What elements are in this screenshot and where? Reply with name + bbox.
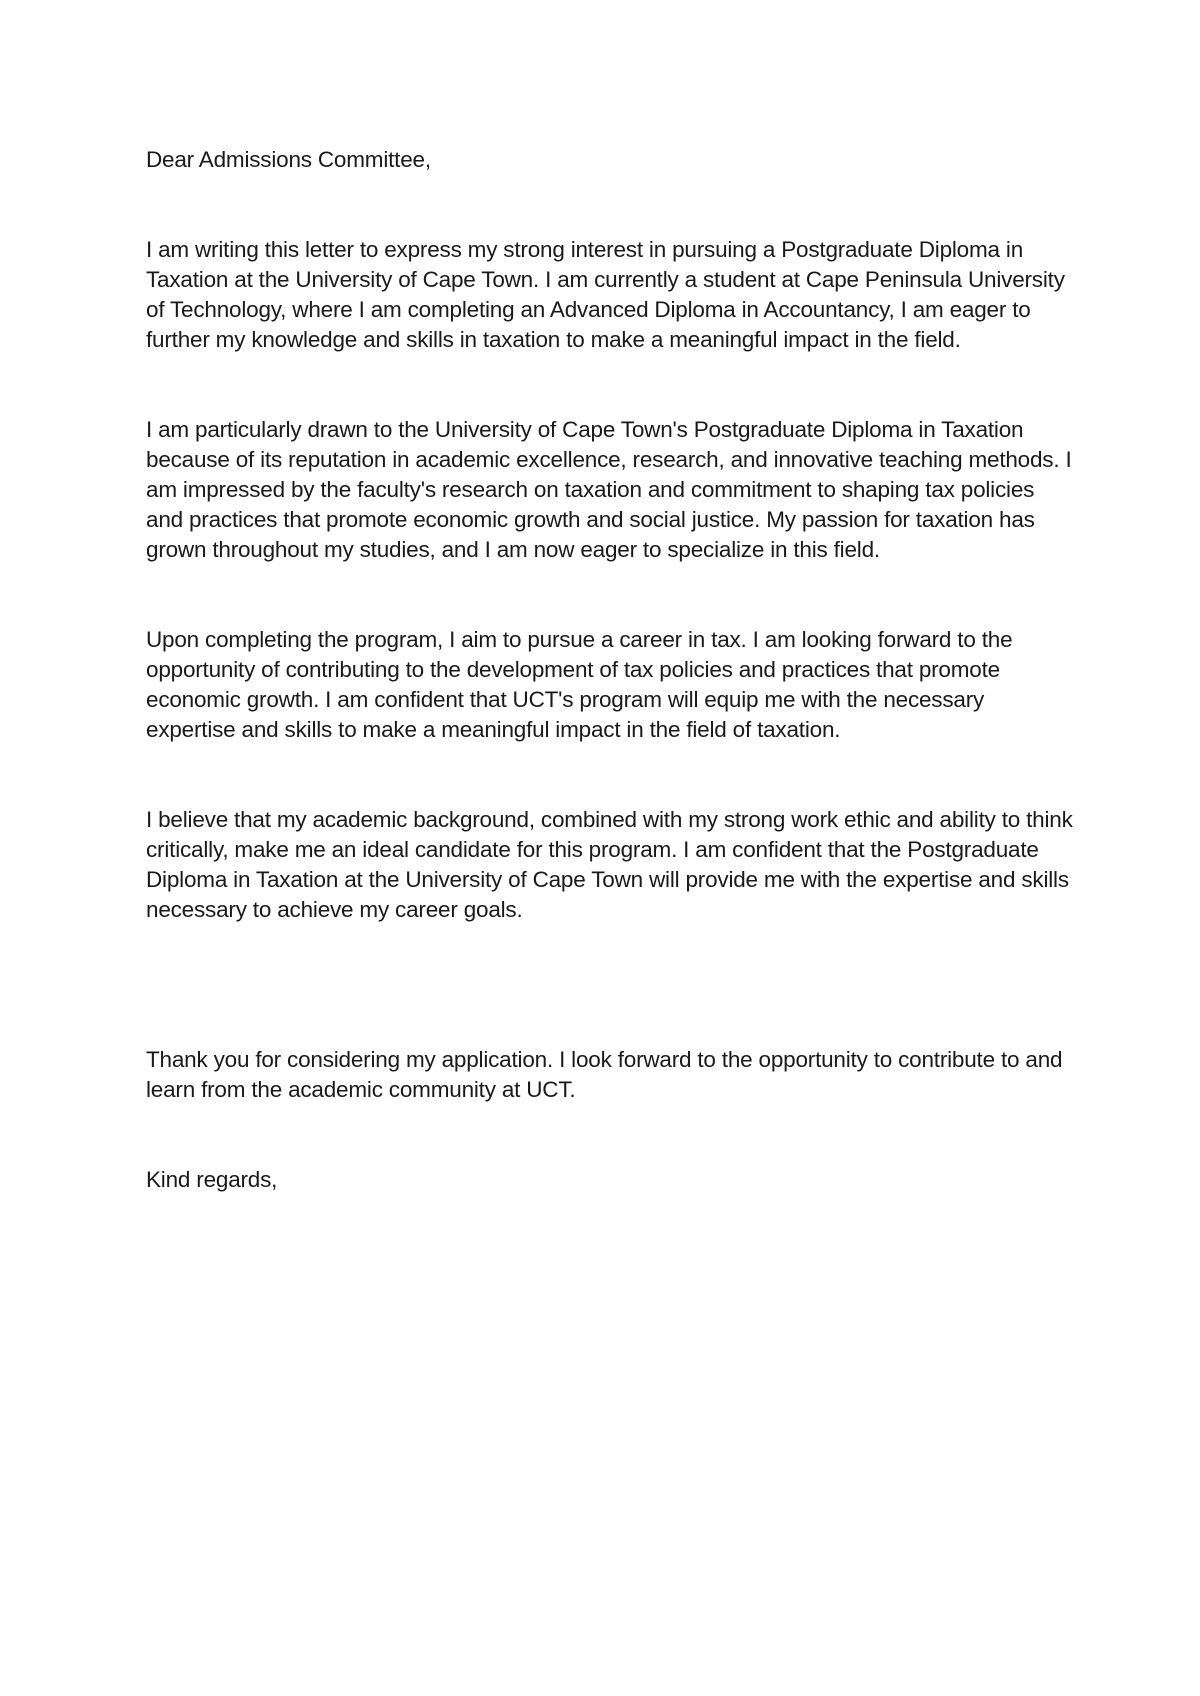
paragraph-thanks: Thank you for considering my application. I look forward to the opportunity to contribute to and learn from the academic community at UCT.: [146, 1047, 1063, 1102]
sign-off: Kind regards,: [146, 1167, 278, 1192]
paragraph-candidacy: I believe that my academic background, combined with my strong work ethic and ability to think critically, make me an ideal candidate for this program. I am confident that the Postgraduate Diploma in Taxation at the University of Cape Town will provide me with the expertise and skills necessary to achieve my career goals.: [146, 807, 1073, 922]
letter-body: [146, 145, 1076, 1195]
salutation: Dear Admissions Committee,: [146, 147, 431, 172]
paragraph-career-goals: Upon completing the program, I aim to pursue a career in tax. I am looking forward to the opportunity of contributing to the development of tax policies and practices that promote economic growth. I am confident that UCT's program will equip me with the necessary expertise and skills to make a meaningful impact in the field of taxation.: [146, 627, 1013, 742]
paragraph-interest: I am writing this letter to express my strong interest in pursuing a Postgraduate Diploma in Taxation at the University of Cape Town. I am currently a student at Cape Peninsula University of Technology, where I am completing an Advanced Diploma in Accountancy, I am eager to further my knowledge and skills in taxation to make a meaningful impact in the field.: [146, 237, 1065, 352]
paragraph-motivation: I am particularly drawn to the University of Cape Town's Postgraduate Diploma in Taxation because of its reputation in academic excellence, research, and innovative teaching methods. I am impressed by the faculty's research on taxation and commitment to shaping tax policies and practices that promote economic growth and social justice. My passion for taxation has grown throughout my studies, and I am now eager to specialize in this field.: [146, 417, 1072, 562]
